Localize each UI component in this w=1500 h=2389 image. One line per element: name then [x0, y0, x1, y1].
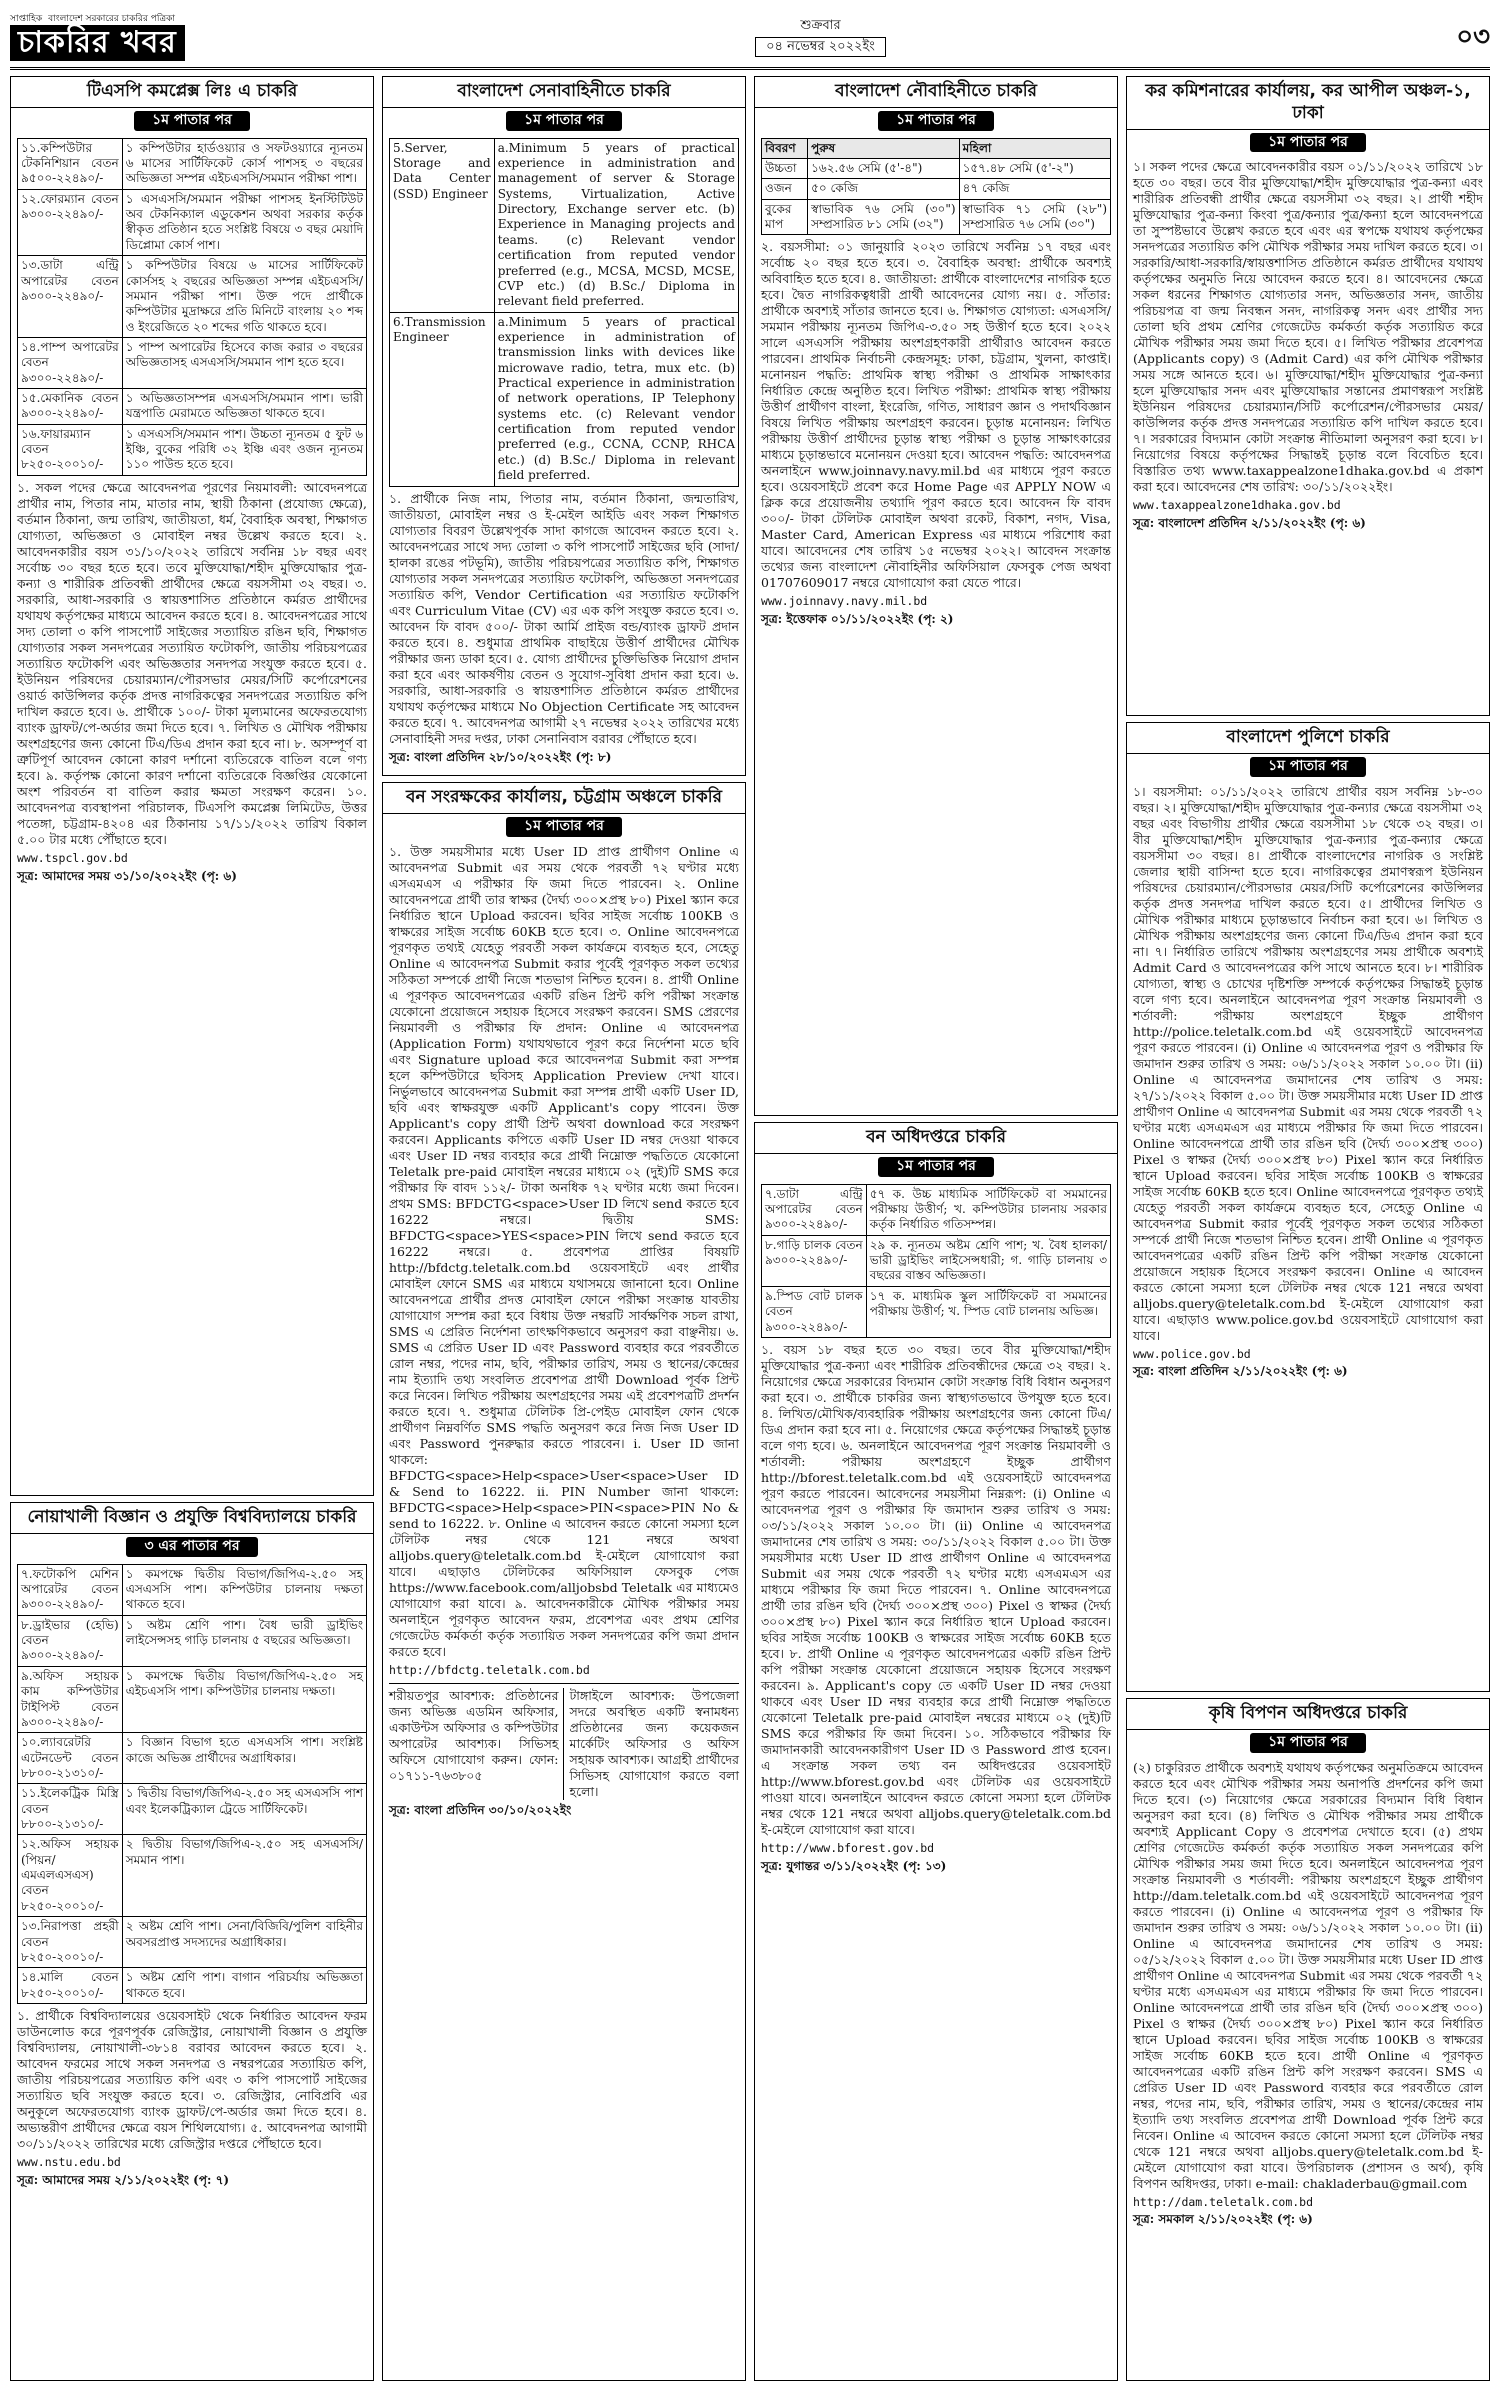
columns	[10, 76, 1490, 2381]
section-title: বাংলাদেশ সেনাবাহিনীতে চাকরি	[383, 77, 745, 108]
qualification-cell: ১ কমপক্ষে দ্বিতীয় বিভাগ/জিপিএ-২.৫০ সহ এইচএসসি পাশ। কম্পিউটার চালনায় দক্ষতা।	[122, 1666, 366, 1732]
section-body	[755, 1180, 1117, 2380]
section-tspl	[10, 76, 374, 1496]
qualification-cell: ১ এসএসসি/সমমান পাশ। উচ্চতা ন্যূনতম ৫ ফুট ৬ ইঞ্চি, বুকের পরিধি ৩২ ইঞ্চি এবং ওজন ন্যূনতম ১১০ পাউন্ড হতে হবে।	[122, 424, 366, 475]
table-row	[18, 1835, 367, 1917]
post-name-cell: ১৫.মেকানিক বেতন ৯৩০০-২২৪৯০/-	[18, 389, 123, 425]
qualification-cell: ১ দ্বিতীয় বিভাগ/জিপিএ-২.৫০ সহ এসএসসি পাশ এবং ইলেকট্রিক্যাল ট্রেডে সার্টিফিকেট।	[122, 1784, 366, 1835]
qualification-cell: ১ এসএসসি/সমমান পরীক্ষা পাশসহ ইনস্টিটিউট অব টেকনিক্যাল এডুকেশন অথবা সরকার কর্তৃক স্বীকৃত প্রতিষ্ঠান হতে সংশ্লিষ্ট বিষয়ে ৩ বছর মেয়াদি ডিপ্লোমা কোর্স পাশ।	[122, 189, 366, 255]
table-header-cell: বিবরণ	[762, 138, 808, 158]
physical-requirements-table	[761, 138, 1111, 236]
website-link[interactable]: www.tspcl.gov.bd	[17, 850, 128, 865]
continued-label: ১ম পাতার পর	[506, 817, 622, 837]
section-body	[11, 134, 373, 1495]
table-row	[762, 199, 1111, 235]
post-name-cell: ১৩.ডাটা এন্ট্রি অপারেটর বেতন ৯৩০০-২২৪৯০/-	[18, 256, 123, 338]
table-row	[18, 1917, 367, 1968]
post-name-cell: ৮.ড্রাইভার (হেভি) বেতন ৯৩০০-২২৪৯০/-	[18, 1615, 123, 1666]
issue-date-text: ০৪ নভেম্বর ২০২২ইং	[755, 37, 886, 58]
source-note: সূত্র: আমাদের সময় ৩১/১০/২০২২ইং (পৃ: ৬)	[17, 868, 237, 883]
continued-label: ১ম পাতার পর	[1250, 133, 1366, 153]
tag-right: বাংলাদেশ সরকারের চাকরির পত্রিকা	[48, 13, 175, 24]
table-row	[18, 256, 367, 338]
section-title: নোয়াখালী বিজ্ঞান ও প্রযুক্তি বিশ্ববিদ্যালয়ে চাকরি	[11, 1503, 373, 1534]
table-cell: বুকের মাপ	[762, 199, 808, 235]
continued-label: ৩ এর পাতার পর	[126, 1537, 257, 1557]
column-1	[10, 76, 374, 2381]
post-name-cell: ১১.ইলেকট্রিক মিস্ত্রি বেতন ৮৮০০-২১৩১০/-	[18, 1784, 123, 1835]
table-header-cell: পুরুষ	[808, 138, 959, 158]
body-text: ২. বয়সসীমা: ০১ জানুয়ারি ২০২৩ তারিখে সর্বনিম্ন ১৭ বছর এবং সর্বোচ্চ ২০ বছর হতে হবে। ৩. বৈবাহিক অবস্থা: প্রার্থীকে অবশ্যই অবিবাহিত হতে হবে। ৪. জাতীয়তা: প্রার্থীকে বাংলাদেশের নাগরিক হতে হবে। দ্বৈত নাগরিকত্বধারী প্রার্থী আবেদনের যোগ্য নয়। ৫. সাঁতার: প্রার্থীকে অবশ্যই সাঁতার জানতে হবে। ৬. শিক্ষাগত যোগ্যতা: এসএসসি/সমমান পরীক্ষায় ন্যূনতম জিপিএ-৩.৫০ সহ উত্তীর্ণ হতে হবে। ২০২২ সালে এসএসসি পরীক্ষায় অংশগ্রহণকারী প্রার্থীরাও আবেদন করতে পারবেন। প্রাথমিক নির্বাচনী কেন্দ্রসমূহ: ঢাকা, চট্টগ্রাম, খুলনা, কাপ্তাই। মনোনয়ন পদ্ধতি: প্রাথমিক স্বাস্থ্য পরীক্ষা ও প্রাথমিক সাক্ষাৎকার নির্ধারিত কেন্দ্রে অনুষ্ঠিত হবে। লিখিত পরীক্ষা: প্রাথমিক স্বাস্থ্য পরীক্ষায় উত্তীর্ণ প্রার্থীগণ বাংলা, ইংরেজি, গণিত, সাধারণ জ্ঞান ও পদার্থবিজ্ঞান বিষয়ে লিখিত পরীক্ষায় অংশগ্রহণ করবেন। চূড়ান্ত মনোনয়ন: লিখিত পরীক্ষায় উত্তীর্ণ প্রার্থীদের চূড়ান্ত স্বাস্থ্য পরীক্ষা ও চূড়ান্ত সাক্ষাৎকারের মাধ্যমে চূড়ান্তভাবে মনোনয়ন দেওয়া হবে। আবেদন পদ্ধতি: আবেদনপত্র অনলাইনে www.joinnavy.navy.mil.bd এর মাধ্যমে পূরণ করতে হবে। ওয়েবসাইটে প্রবেশ করে Home Page এর APPLY NOW এ ক্লিক করে প্রয়োজনীয় তথ্যাদি পূরণ করতে হবে। আবেদন ফি বাবদ ৩০০/- টাকা টেলিটক মোবাইল অথবা রকেট, বিকাশ, নগদ, Visa, Master Card, American Express এর মাধ্যমে পরিশোধ করা যাবে। আবেদনের শেষ তারিখ ১৫ নভেম্বর ২০২২। আবেদন সংক্রান্ত তথ্যের জন্য বাংলাদেশ নৌবাহিনীর অফিসিয়াল ফেসবুক পেজ অথবা 01707609017 নম্বরে যোগাযোগ করা যেতে পারে।	[761, 239, 1111, 591]
section-title: বন সংরক্ষকের কার্যালয়, চট্টগ্রাম অঞ্চলে চাকরি	[383, 783, 745, 814]
body-text: ১. প্রার্থীকে নিজ নাম, পিতার নাম, বর্তমান ঠিকানা, জন্মতারিখ, জাতীয়তা, মোবাইল নম্বর ও ই-মেইল আইডি এবং সকল শিক্ষাগত যোগ্যতার বিবরণ উল্লেখপূর্বক সাদা কাগজে আবেদন করতে হবে। ২. আবেদনপত্রের সাথে সদ্য তোলা ৩ কপি পাসপোর্ট সাইজের ছবি (সাদা/হালকা রঙের পটভূমি), জাতীয় পরিচয়পত্রের সত্যায়িত কপি, শিক্ষাগত যোগ্যতার সকল সনদপত্রের সত্যায়িত ফটোকপি, অভিজ্ঞতা সনদপত্রের সত্যায়িত কপি, Vendor Certification এর সত্যায়িত ফটোকপি এবং Curriculum Vitae (CV) এর এক কপি সংযুক্ত করতে হবে। ৩. আবেদন ফি বাবদ ৫০০/- টাকা আর্মি প্রাইজ বন্ড/ব্যাংক ড্রাফট প্রদান করতে হবে। ৪. শুধুমাত্র প্রাথমিক বাছাইয়ে উত্তীর্ণ প্রার্থীদের মৌখিক পরীক্ষার জন্য ডাকা হবে। ৫. যোগ্য প্রার্থীদের চুক্তিভিত্তিক নিয়োগ প্রদান করা হবে এবং আকর্ষণীয় বেতন ও সুযোগ-সুবিধা প্রদান করা হবে। ৬. সরকারি, আধা-সরকারি ও স্বায়ত্তশাসিত প্রতিষ্ঠানে কর্মরত প্রার্থীদের যথাযথ কর্তৃপক্ষের মাধ্যমে No Objection Certificate সহ আবেদন করতে হবে। ৭. আবেদনপত্র আগামী ২৭ নভেম্বর ২০২২ তারিখের মধ্যে সেনাবাহিনী সদর দপ্তর, ঢাকা সেনানিবাস বরাবর পৌঁছাতে হবে।	[389, 490, 739, 746]
issue-day: শুক্রবার	[800, 17, 841, 33]
qualification-cell: ১ বিজ্ঞান বিভাগ হতে এসএসসি পাশ। সংশ্লিষ্ট কাজে অভিজ্ঞ প্রার্থীদের অগ্রাধিকার।	[122, 1733, 366, 1784]
source-note: সূত্র: বাংলা প্রতিদিন ৩০/১০/২০২২ইং	[389, 1803, 572, 1818]
mini-ad-right: টাঙ্গাইলে আবশ্যক: উপজেলা সদরে অবস্থিত একটি স্বনামধন্য প্রতিষ্ঠানের জন্য কয়েকজন মার্কেটিং অফিসার ও অফিস সহায়ক আবশ্যক। আগ্রহী প্রার্থীদের সিভিসহ যোগাযোগ করতে বলা হলো।	[569, 1688, 739, 1800]
continued-label: ১ম পাতার পর	[878, 1157, 994, 1177]
post-name-cell: ১১.কম্পিউটার টেকনিশিয়ান বেতন ৯৫০০-২২৪৯০/-	[18, 138, 123, 189]
masthead	[10, 8, 1490, 70]
qualification-cell: ১ কমপক্ষে দ্বিতীয় বিভাগ/জিপিএ-২.৫০ সহ এসএসসি পাশ। কম্পিউটার চালনায় দক্ষতা থাকতে হবে।	[122, 1564, 366, 1615]
section-body	[383, 840, 745, 2380]
section-nstu	[10, 1502, 374, 2381]
table-cell: স্বাভাবিক ৭৬ সেমি (৩০") সম্প্রসারিত ৮১ সেমি (৩২")	[808, 199, 959, 235]
post-name-cell: ১৪.মালি বেতন ৮২৫০-২০০১০/-	[18, 1968, 123, 2004]
section-body	[1127, 155, 1489, 715]
section-title: টিএসপি কমপ্লেক্স লিঃ এ চাকরি	[11, 77, 373, 108]
post-name-cell: ১৪.পাম্প অপারেটর বেতন ৯৩০০-২২৪৯০/-	[18, 337, 123, 388]
section-title: বন অধিদপ্তরে চাকরি	[755, 1123, 1117, 1154]
section-forest-dept	[754, 1122, 1118, 2381]
continued-label: ১ম পাতার পর	[1250, 757, 1366, 777]
qualification-cell: ১ অষ্টম শ্রেণি পাশ। বৈধ ভারী ড্রাইভিং লাইসেন্সসহ গাড়ি চালনায় ৫ বছরের অভিজ্ঞতা।	[122, 1615, 366, 1666]
issue-date	[755, 18, 886, 57]
post-name-cell: 5.Server, Storage and Data Center (SSD) Engineer	[390, 138, 495, 312]
table-row	[18, 1666, 367, 1732]
post-name-cell: 6.Transmission Engineer	[390, 312, 495, 486]
post-name-cell: ১৬.ফায়ারম্যান বেতন ৮২৫০-২০০১০/-	[18, 424, 123, 475]
section-title: বাংলাদেশ নৌবাহিনীতে চাকরি	[755, 77, 1117, 108]
table-row	[18, 1784, 367, 1835]
table-row	[18, 337, 367, 388]
table-header-cell: মহিলা	[959, 138, 1110, 158]
column-2	[382, 76, 746, 2381]
source-note: সূত্র: বাংলা প্রতিদিন ২/১১/২০২২ইং (পৃ: ৬)	[1133, 1364, 1348, 1379]
table-row	[18, 389, 367, 425]
table-row	[762, 1235, 1111, 1286]
website-link[interactable]: www.nstu.edu.bd	[17, 2155, 121, 2169]
continued-label: ১ম পাতার পর	[1250, 1733, 1366, 1753]
post-name-cell: ৭.ডাটা এন্ট্রি অপারেটর বেতন ৯৩০০-২২৪৯০/-	[762, 1184, 867, 1235]
table-cell: উচ্চতা	[762, 159, 808, 179]
body-text: ১। সকল পদের ক্ষেত্রে আবেদনকারীর বয়স ০১/১১/২০২২ তারিখে ১৮ হতে ৩০ বছর। তবে বীর মুক্তিযোদ্ধা/শহীদ মুক্তিযোদ্ধার পুত্র-কন্যা এবং শারীরিক প্রতিবন্ধী প্রার্থীর ক্ষেত্রে বয়সসীমা ৩২ বছর। ২। প্রার্থী শহীদ মুক্তিযোদ্ধার পুত্র-কন্যা কিংবা পুত্র/কন্যার পুত্র/কন্যা হলে আবেদনপত্রে তা সুস্পষ্টভাবে উল্লেখ করতে হবে এবং এর স্বপক্ষে যথাযথ কর্তৃপক্ষের সনদপত্রের সত্যায়িত কপি মৌখিক পরীক্ষার সময় দাখিল করতে হবে। ৩। সরকারি/আধা-সরকারি/স্বায়ত্তশাসিত প্রতিষ্ঠানে কর্মরত প্রার্থীদের যথাযথ কর্তৃপক্ষের অনুমতি নিয়ে আবেদন করতে হবে। ৪। আবেদনের ক্ষেত্রে সকল ধরনের শিক্ষাগত যোগ্যতার সনদ, অভিজ্ঞতার সনদ, জাতীয় পরিচয়পত্র বা জন্ম নিবন্ধন সনদ, নাগরিকত্ব সনদ এবং প্রার্থীর সদ্য তোলা ছবি প্রথম শ্রেণির গেজেটেড কর্মকর্তা কর্তৃক সত্যায়িত করে মৌখিক পরীক্ষার সময় জমা দিতে হবে। ৫। লিখিত পরীক্ষার প্রবেশপত্র (Applicants copy) ও (Admit Card) এর কপি মৌখিক পরীক্ষার সময় সঙ্গে আনতে হবে। ৬। মুক্তিযোদ্ধা/শহীদ মুক্তিযোদ্ধার পুত্র-কন্যা হলে মুক্তিযোদ্ধার সনদ এবং মুক্তিযোদ্ধার সন্তানের প্রমাণস্বরূপ সংশ্লিষ্ট ইউনিয়ন পরিষদের চেয়ারম্যান/সিটি কর্পোরেশন/পৌরসভার মেয়র/কাউন্সিলর কর্তৃক প্রদত্ত সনদপত্রের সত্যায়িত কপি দাখিল করতে হবে। ৭। সরকারের বিদ্যমান কোটা সংক্রান্ত নীতিমালা অনুসরণ করা হবে। ৮। নিয়োগের বিষয়ে কর্তৃপক্ষের সিদ্ধান্তই চূড়ান্ত বলে বিবেচিত হবে। বিস্তারিত তথ্য www.taxappealzone1dhaka.gov.bd এ প্রকাশ করা হবে। আবেদনের শেষ তারিখ: ৩০/১১/২০২২ইং।	[1133, 159, 1483, 495]
mini-ads	[389, 1683, 739, 1803]
table-row	[18, 1564, 367, 1615]
table-cell: ওজন	[762, 179, 808, 199]
table-cell: ৪৭ কেজি	[959, 179, 1110, 199]
continued-label: ১ম পাতার পর	[506, 111, 622, 131]
post-name-cell: ৯.অফিস সহায়ক কাম কম্পিউটার টাইপিস্ট বেতন ৯৩০০-২২৪৯০/-	[18, 1666, 123, 1732]
qualification-cell: a.Minimum 5 years of practical experience in administration of transmission links with devices like microwave radio, tetra, mux etc. (b) Practical experience in administration of network operations, IP Telephony systems etc. (c) Relevant vendor certification from reputed vendor preferred (e.g., CCNA, CCNP, RHCA etc.) (d) B.Sc./ Diploma in relevant field preferred.	[494, 312, 738, 486]
body-text: ১. বয়স ১৮ বছর হতে ৩০ বছর। তবে বীর মুক্তিযোদ্ধা/শহীদ মুক্তিযোদ্ধার পুত্র-কন্যা এবং শারীরিক প্রতিবন্ধীদের ক্ষেত্রে ৩২ বছর। ২. নিয়োগের ক্ষেত্রে সরকারের বিদ্যমান কোটা সংক্রান্ত বিধি বিধান অনুসরণ করা হবে। ৩. প্রার্থীকে চাকরির জন্য স্বাস্থ্যগতভাবে উপযুক্ত হতে হবে। ৪. লিখিত/মৌখিক/ব্যবহারিক পরীক্ষায় অংশগ্রহণের জন্য কোনো টিএ/ডিএ প্রদান করা হবে না। ৫. নিয়োগের ক্ষেত্রে কর্তৃপক্ষের সিদ্ধান্তই চূড়ান্ত বলে গণ্য হবে। ৬. অনলাইনে আবেদনপত্র পূরণ সংক্রান্ত নিয়মাবলী ও শর্তাবলী: পরীক্ষায় অংশগ্রহণে ইচ্ছুক প্রার্থীগণ http://bforest.teletalk.com.bd এই ওয়েবসাইটে আবেদনপত্র পূরণ করতে পারবেন। আবেদনের সময়সীমা নিম্নরূপ: (i) Online এ আবেদনপত্র পূরণ ও পরীক্ষার ফি জমাদান শুরুর তারিখ ও সময়: ০৩/১১/২০২২ সকাল ১০.০০ টা। (ii) Online এ আবেদনপত্র জমাদানের শেষ তারিখ ও সময়: ৩০/১১/২০২২ বিকাল ৫.০০ টা। উক্ত সময়সীমার মধ্যে User ID প্রাপ্ত প্রার্থীগণ Online এ আবেদনপত্র Submit এর সময় থেকে পরবর্তী ৭২ ঘণ্টার মধ্যে এসএমএস এর মাধ্যমে পরীক্ষার ফি জমা দিতে পারবেন। ৭. Online আবেদনপত্রে প্রার্থী তার রঙিন ছবি (দৈর্ঘ্য ৩০০×প্রস্থ ৩০০) Pixel ও স্বাক্ষর (দৈর্ঘ্য ৩০০×প্রস্থ ৮০) Pixel স্ক্যান করে নির্ধারিত স্থানে Upload করবেন। ছবির সাইজ সর্বোচ্চ 100KB ও স্বাক্ষরের সাইজ সর্বোচ্চ 60KB হতে হবে। ৮. প্রার্থী Online এ পূরণকৃত আবেদনপত্রের একটি রঙিন প্রিন্ট কপি পরীক্ষা সংক্রান্ত যেকোনো প্রয়োজনে সহায়ক হিসেবে সংরক্ষণ করবেন। ৯. Applicant's copy তে একটি User ID নম্বর দেওয়া থাকবে এবং User ID নম্বর ব্যবহার করে প্রার্থী নিম্নোক্ত পদ্ধতিতে যেকোনো Teletalk pre-paid মোবাইল নম্বরের মাধ্যমে ০২ (দুই)টি SMS করে পরীক্ষার ফি জমা দিবেন। ১০. সঠিকভাবে পরীক্ষার ফি জমাদানকারী আবেদনকারীগণ User ID ও Password প্রাপ্ত হবেন। এ সংক্রান্ত সকল তথ্য বন অধিদপ্তরের ওয়েবসাইট http://www.bforest.gov.bd এবং টেলিটক এর ওয়েবসাইটে পাওয়া যাবে। অনলাইনে আবেদন করতে কোনো সমস্যা হলে টেলিটক নম্বর থেকে 121 নম্বরে অথবা alljobs.query@teletalk.com.bd ই-মেইলে যোগাযোগ করা যাবে।	[761, 1341, 1111, 1837]
source-note: সূত্র: সমকাল ২/১১/২০২২ইং (পৃ: ৬)	[1133, 2212, 1313, 2227]
posts-table	[389, 138, 739, 487]
section-title: বাংলাদেশ পুলিশে চাকরি	[1127, 723, 1489, 754]
posts-table	[17, 1564, 367, 2004]
post-name-cell: ১৩.নিরাপত্তা প্রহরী বেতন ৮২৫০-২০০১০/-	[18, 1917, 123, 1968]
qualification-cell: ৫৭ ক. উচ্চ মাধ্যমিক সার্টিফিকেট বা সমমানের পরীক্ষায় উত্তীর্ণ; খ. কম্পিউটার চালনায় সরকার কর্তৃক নির্ধারিত গতিসম্পন্ন।	[866, 1184, 1110, 1235]
source-note: সূত্র: বাংলাদেশ প্রতিদিন ২/১১/২০২২ইং (পৃ: ৬)	[1133, 516, 1366, 531]
website-link[interactable]: http://www.bforest.gov.bd	[761, 1840, 935, 1855]
body-text: ১। বয়সসীমা: ০১/১১/২০২২ তারিখে প্রার্থীর বয়স সর্বনিম্ন ১৮-৩০ বছর। ২। মুক্তিযোদ্ধা/শহীদ মুক্তিযোদ্ধার পুত্র-কন্যার ক্ষেত্রে বয়সসীমা ৩২ বছর এবং বিভাগীয় প্রার্থীর ক্ষেত্রে বয়সসীমা ১৮ থেকে ৩২ বছর। ৩। বীর মুক্তিযোদ্ধা/শহীদ মুক্তিযোদ্ধার পুত্র-কন্যার পুত্র-কন্যার ক্ষেত্রে বয়সসীমা ৩০ বছর। ৪। প্রার্থীকে বাংলাদেশের নাগরিক ও সংশ্লিষ্ট জেলার স্থায়ী বাসিন্দা হতে হবে। নাগরিকত্বের প্রমাণস্বরূপ ইউনিয়ন পরিষদের চেয়ারম্যান/পৌরসভার মেয়র/সিটি কর্পোরেশনের কাউন্সিলর কর্তৃক প্রদত্ত সনদপত্র দাখিল করতে হবে। ৫। প্রার্থীদের লিখিত ও মৌখিক পরীক্ষার মাধ্যমে চূড়ান্তভাবে নির্বাচন করা হবে। ৬। লিখিত ও মৌখিক পরীক্ষায় অংশগ্রহণের জন্য কোনো টিএ/ডিএ প্রদান করা হবে না। ৭। নির্ধারিত তারিখে পরীক্ষায় অংশগ্রহণের সময় প্রার্থীকে অবশ্যই Admit Card ও আবেদনপত্রের কপি সাথে আনতে হবে। ৮। শারীরিক যোগ্যতা, স্বাস্থ্য ও চোখের দৃষ্টিশক্তি সম্পর্কে কর্তৃপক্ষের সিদ্ধান্তই চূড়ান্ত বলে গণ্য হবে। অনলাইনে আবেদনপত্র পূরণ সংক্রান্ত নিয়মাবলী ও শর্তাবলী: পরীক্ষায় অংশগ্রহণে ইচ্ছুক প্রার্থীগণ http://police.teletalk.com.bd এই ওয়েবসাইটে আবেদনপত্র পূরণ করতে পারবেন। (i) Online এ আবেদনপত্র পূরণ ও পরীক্ষার ফি জমাদান শুরুর তারিখ ও সময়: ০৬/১১/২০২২ সকাল ১০.০০ টা। (ii) Online এ আবেদনপত্র জমাদানের শেষ তারিখ ও সময়: ২৭/১১/২০২২ বিকাল ৫.০০ টা। উক্ত সময়সীমার মধ্যে User ID প্রাপ্ত প্রার্থীগণ Online এ আবেদনপত্র Submit এর সময় থেকে পরবর্তী ৭২ ঘণ্টার মধ্যে এসএমএস এর মাধ্যমে পরীক্ষার ফি জমা দিতে পারবেন। Online আবেদনপত্রে প্রার্থী তার রঙিন ছবি (দৈর্ঘ্য ৩০০×প্রস্থ ৩০০) Pixel ও স্বাক্ষর (দৈর্ঘ্য ৩০০×প্রস্থ ৮০) Pixel স্ক্যান করে নির্ধারিত স্থানে Upload করবেন। ছবির সাইজ সর্বোচ্চ 100KB ও স্বাক্ষরের সাইজ সর্বোচ্চ 60KB হতে হবে। Online আবেদনপত্রে পূরণকৃত তথ্যই যেহেতু পরবর্তী সকল কার্যক্রমে ব্যবহৃত হবে, সেহেতু Online এ আবেদনপত্র Submit করার পূর্বেই পূরণকৃত সকল তথ্যের সঠিকতা সম্পর্কে প্রার্থী নিজে শতভাগ নিশ্চিত হবেন। প্রার্থী Online এ পূরণকৃত আবেদনপত্রের একটি রঙিন প্রিন্ট কপি পরীক্ষা সংক্রান্ত যেকোনো প্রয়োজনে সহায়ক হিসেবে সংরক্ষণ করবেন। Online এ আবেদন করতে কোনো সমস্যা হলে টেলিটক নম্বর থেকে 121 নম্বরে অথবা alljobs.query@teletalk.com.bd ই-মেইলে যোগাযোগ করা যাবে। এছাড়াও www.police.gov.bd ওয়েবসাইটে যোগাযোগ করা যাবে।	[1133, 783, 1483, 1343]
qualification-cell: ২ অষ্টম শ্রেণি পাশ। সেনা/বিজিবি/পুলিশ বাহিনীর অবসরপ্রাপ্ত সদস্যদের অগ্রাধিকার।	[122, 1917, 366, 1968]
continued-label: ১ম পাতার পর	[134, 111, 250, 131]
website-link[interactable]: http://dam.teletalk.com.bd	[1133, 2194, 1314, 2209]
section-title: কর কমিশনারের কার্যালয়, কর আপীল অঞ্চল-১, ঢাকা	[1127, 77, 1489, 130]
table-row	[390, 312, 739, 486]
table-row	[18, 424, 367, 475]
section-dam	[1126, 1698, 1490, 2381]
qualification-cell: ১ কম্পিউটার বিষয়ে ৬ মাসের সার্টিফিকেট কোর্সসহ ২ বছরের অভিজ্ঞতা সম্পন্ন এইচএসসি/সমমান পরীক্ষা পাশ। উক্ত পদে প্রার্থীকে কম্পিউটার মুদ্রাক্ষরে প্রতি মিনিটে বাংলায় ২০ শব্দ ও ইংরেজিতে ২০ শব্দের গতি থাকতে হবে।	[122, 256, 366, 338]
table-row	[762, 179, 1111, 199]
page-number: ০৩	[1456, 21, 1490, 52]
table-row	[18, 1615, 367, 1666]
source-note: সূত্র: বাংলা প্রতিদিন ২৮/১০/২০২২ইং (পৃ: ৮)	[389, 749, 612, 764]
website-link[interactable]: www.police.gov.bd	[1133, 1346, 1251, 1361]
section-body	[383, 134, 745, 775]
table-row	[18, 1968, 367, 2004]
post-name-cell: ৭.ফটোকপি মেশিন অপারেটর বেতন ৯৩০০-২২৪৯০/-	[18, 1564, 123, 1615]
body-text: ১. উক্ত সময়সীমার মধ্যে User ID প্রাপ্ত প্রার্থীগণ Online এ আবেদনপত্র Submit এর সময় থেকে পরবর্তী ৭২ ঘণ্টার মধ্যে এসএমএস এ পরীক্ষার ফি জমা দিতে পারবেন। ২. Online আবেদনপত্রে প্রার্থী তার স্বাক্ষর (দৈর্ঘ্য ৩০০×প্রস্থ ৮০) Pixel স্ক্যান করে নির্ধারিত স্থানে Upload করবেন। ছবির সাইজ সর্বোচ্চ 100KB ও স্বাক্ষরের সাইজ সর্বোচ্চ 60KB হতে হবে। ৩. Online আবেদনপত্রে পূরণকৃত তথ্যই যেহেতু পরবর্তী সকল কার্যক্রমে ব্যবহৃত হবে, সেহেতু Online এ আবেদনপত্র Submit করার পূর্বেই পূরণকৃত সকল তথ্যের সঠিকতা সম্পর্কে প্রার্থী নিজে শতভাগ নিশ্চিত হবেন। ৪. প্রার্থী Online এ পূরণকৃত আবেদনপত্রের একটি রঙিন প্রিন্ট কপি পরীক্ষা সংক্রান্ত যেকোনো প্রয়োজনে সহায়ক হিসেবে সংরক্ষণ করবেন। SMS প্রেরণের নিয়মাবলী ও পরীক্ষার ফি প্রদান: Online এ আবেদনপত্র (Application Form) যথাযথভাবে পূরণ করে নির্দেশনা মতে ছবি এবং Signature upload করে আবেদনপত্র Submit করা সম্পন্ন হলে কম্পিউটারে ছবিসহ Application Preview দেখা যাবে। নির্ভুলভাবে আবেদনপত্র Submit করা সম্পন্ন প্রার্থী একটি User ID, ছবি এবং স্বাক্ষরযুক্ত একটি Applicant's copy পাবেন। উক্ত Applicant's copy প্রার্থী প্রিন্ট অথবা download করে সংরক্ষণ করবেন। Applicants কপিতে একটি User ID নম্বর দেওয়া থাকবে এবং User ID নম্বর ব্যবহার করে প্রার্থী নিম্নোক্ত পদ্ধতিতে যেকোনো Teletalk pre-paid মোবাইল নম্বরের মাধ্যমে ০২ (দুই)টি SMS করে পরীক্ষার ফি বাবদ ১১২/- টাকা অনধিক ৭২ ঘণ্টার মধ্যে জমা দিবেন। প্রথম SMS: BFDCTG<space>User ID লিখে send করতে হবে 16222 নম্বরে। দ্বিতীয় SMS: BFDCTG<space>YES<space>PIN লিখে send করতে হবে 16222 নম্বরে। ৫. প্রবেশপত্র প্রাপ্তির বিষয়টি http://bfdctg.teletalk.com.bd ওয়েবসাইটে এবং প্রার্থীর মোবাইল ফোনে SMS এর মাধ্যমে যথাসময়ে জানানো হবে। Online আবেদনপত্রে প্রার্থীর প্রদত্ত মোবাইল ফোনে পরীক্ষা সংক্রান্ত যাবতীয় যোগাযোগ সম্পন্ন করা হবে বিধায় উক্ত নম্বরটি সার্বক্ষণিক সচল রাখা, SMS এ প্রেরিত নির্দেশনা তাৎক্ষণিকভাবে অনুসরণ করা বাঞ্ছনীয়। ৬. SMS এ প্রেরিত User ID এবং Password ব্যবহার করে পরবর্তীতে রোল নম্বর, পদের নাম, ছবি, পরীক্ষার তারিখ, সময় ও স্থানের/কেন্দ্রের নাম ইত্যাদি তথ্য সংবলিত প্রবেশপত্র প্রার্থী Download পূর্বক প্রিন্ট করে নিবেন। লিখিত পরীক্ষায় অংশগ্রহণের সময় এই প্রবেশপত্রটি প্রদর্শন করতে হবে। ৭. শুধুমাত্র টেলিটক প্রি-পেইড মোবাইল ফোন থেকে প্রার্থীগণ নিম্নবর্ণিত SMS পদ্ধতি অনুসরণ করে নিজ নিজ User ID এবং Password পুনরুদ্ধার করতে পারবেন। i. User ID জানা থাকলে: BFDCTG<space>Help<space>User<space>User ID & Send to 16222. ii. PIN Number জানা থাকলে: BFDCTG<space>Help<space>PIN<space>PIN No & send to 16222. ৮. Online এ আবেদন করতে কোনো সমস্যা হলে টেলিটক নম্বর থেকে 121 নম্বরে অথবা alljobs.query@teletalk.com.bd ই-মেইলে যোগাযোগ করা যাবে। এছাড়াও টেলিটকের অফিসিয়াল ফেসবুক পেজ https://www.facebook.com/alljobsbd Teletalk এর মাধ্যমেও যোগাযোগ করা যাবে। ৯. আবেদনকারীকে মৌখিক পরীক্ষার সময় অনলাইনে পূরণকৃত আবেদন ফরম, প্রবেশপত্র এবং প্রথম শ্রেণির গেজেটেড কর্মকর্তা কর্তৃক সত্যায়িত সকল সনদপত্রের কপি জমা প্রদান করতে হবে।	[389, 843, 739, 1659]
table-cell: ৫০ কেজি	[808, 179, 959, 199]
section-forest-ctg	[382, 782, 746, 2381]
qualification-cell: ১৭ ক. মাধ্যমিক স্কুল সার্টিফিকেট বা সমমানের পরীক্ষায় উত্তীর্ণ; খ. স্পিড বোট চালনায় অভিজ্ঞ।	[866, 1286, 1110, 1337]
website-link[interactable]: www.taxappealzone1dhaka.gov.bd	[1133, 498, 1341, 513]
table-row	[762, 1184, 1111, 1235]
qualification-cell: ১ অষ্টম শ্রেণি পাশ। বাগান পরিচর্যায় অভিজ্ঞতা থাকতে হবে।	[122, 1968, 366, 2004]
post-name-cell: ১২.ফোরম্যান বেতন ৯৩০০-২২৪৯০/-	[18, 189, 123, 255]
logo: চাকরির খবর	[10, 25, 185, 61]
body-text: ১. সকল পদের ক্ষেত্রে আবেদনপত্র পূরণের নিয়মাবলী: আবেদনপত্রে প্রার্থীর নাম, পিতার নাম, মাতার নাম, স্থায়ী ঠিকানা (প্রযোজ্য ক্ষেত্রে), বর্তমান ঠিকানা, জন্ম তারিখ, জাতীয়তা, ধর্ম, বৈবাহিক অবস্থা, শিক্ষাগত যোগ্যতা, অভিজ্ঞতা ও মোবাইল নম্বর উল্লেখ করতে হবে। ২. আবেদনকারীর বয়স ৩১/১০/২০২২ তারিখে সর্বনিম্ন ১৮ বছর এবং সর্বোচ্চ ৩০ বছর হতে হবে। তবে মুক্তিযোদ্ধা/শহীদ মুক্তিযোদ্ধার পুত্র-কন্যা ও শারীরিক প্রতিবন্ধী প্রার্থীদের ক্ষেত্রে বয়সসীমা ৩২ বছর। ৩. সরকারি, আধা-সরকারি ও স্বায়ত্তশাসিত প্রতিষ্ঠানে কর্মরত প্রার্থীদের যথাযথ কর্তৃপক্ষের মাধ্যমে আবেদন করতে হবে। ৪. আবেদনপত্রের সাথে সদ্য তোলা ৩ কপি পাসপোর্ট সাইজের সত্যায়িত রঙিন ছবি, শিক্ষাগত যোগ্যতার সকল সনদপত্রের সত্যায়িত ফটোকপি, জাতীয় পরিচয়পত্রের সত্যায়িত ফটোকপি এবং অভিজ্ঞতার সনদপত্র সংযুক্ত করতে হবে। ৫. ইউনিয়ন পরিষদের চেয়ারম্যান/পৌরসভার মেয়র/সিটি কর্পোরেশনের ওয়ার্ড কাউন্সিলর কর্তৃক প্রদত্ত নাগরিকত্বের সনদপত্রের সত্যায়িত কপি দাখিল করতে হবে। ৬. প্রার্থীকে ১০০/- টাকা মূল্যমানের অফেরতযোগ্য ব্যাংক ড্রাফট/পে-অর্ডার জমা দিতে হবে। ৭. লিখিত ও মৌখিক পরীক্ষায় অংশগ্রহণের জন্য কোনো টিএ/ডিএ প্রদান করা হবে না। ৮. অসম্পূর্ণ বা ত্রুটিপূর্ণ আবেদন কোনো কারণ দর্শানো ব্যতিরেকে বাতিল বলে গণ্য হবে। ৯. কর্তৃপক্ষ কোনো কারণ দর্শানো ব্যতিরেকে বিজ্ঞপ্তির যেকোনো অংশ পরিবর্তন বা বাতিল করার ক্ষমতা সংরক্ষণ করেন। ১০. আবেদনপত্র ব্যবস্থাপনা পরিচালক, টিএসপি কমপ্লেক্স লিমিটেড, উত্তর পতেঙ্গা, চট্টগ্রাম-৪২০৪ এর ঠিকানায় ১৭/১১/২০২২ তারিখ বিকাল ৫.০০ টার মধ্যে পৌঁছাতে হবে।	[17, 479, 367, 847]
section-body	[1127, 1756, 1489, 2380]
website-link[interactable]: www.joinnavy.navy.mil.bd	[761, 594, 928, 609]
mini-ad-left: শরীয়তপুর আবশ্যক: প্রতিষ্ঠানের জন্য অভিজ্ঞ এডমিন অফিসার, একাউন্টস অফিসার ও কম্পিউটার অপারেটর আবশ্যক। সিভিসহ অফিসে যোগাযোগ করুন। ফোন: ০১৭১১-৭৬৩৮০৫	[389, 1688, 564, 1800]
qualification-cell: ২ দ্বিতীয় বিভাগ/জিপিএ-২.৫০ সহ এসএসসি/সমমান পাশ।	[122, 1835, 366, 1917]
post-name-cell: ৮.গাড়ি চালক বেতন ৯৩০০-২২৪৯০/-	[762, 1235, 867, 1286]
post-name-cell: ১০.ল্যাবরেটরি এটেনডেন্ট বেতন ৮৮০০-২১৩১০/-	[18, 1733, 123, 1784]
section-body	[11, 1560, 373, 2380]
body-text: ১. প্রার্থীকে বিশ্ববিদ্যালয়ের ওয়েবসাইট থেকে নির্ধারিত আবেদন ফরম ডাউনলোড করে পূরণপূর্বক রেজিস্ট্রার, নোয়াখালী বিজ্ঞান ও প্রযুক্তি বিশ্ববিদ্যালয়, নোয়াখালী-৩৮১৪ বরাবর আবেদন করতে হবে। ২. আবেদন ফরমের সাথে সকল সনদপত্র ও নম্বরপত্রের সত্যায়িত কপি, জাতীয় পরিচয়পত্রের সত্যায়িত কপি এবং ৩ কপি পাসপোর্ট সাইজের সত্যায়িত ছবি সংযুক্ত করতে হবে। ৩. রেজিস্ট্রার, নোবিপ্রবি এর অনুকূলে অফেরতযোগ্য ব্যাংক ড্রাফট/পে-অর্ডার জমা দিতে হবে। ৪. অভ্যন্তরীণ প্রার্থীদের ক্ষেত্রে বয়স শিথিলযোগ্য। ৫. আবেদনপত্র আগামী ৩০/১১/২০২২ তারিখের মধ্যে রেজিস্ট্রার দপ্তরে পৌঁছাতে হবে।	[17, 2008, 367, 2151]
table-cell: ১৬২.৫৬ সেমি (৫'-৪")	[808, 159, 959, 179]
qualification-cell: ১ কম্পিউটার হার্ডওয়্যার ও সফটওয়্যারে ন্যূনতম ৬ মাসের সার্টিফিকেট কোর্স পাশসহ ৩ বছরের অভিজ্ঞতা সম্পন্ন এইচএসসি/সমমান পরীক্ষা পাশ।	[122, 138, 366, 189]
source-note: সূত্র: যুগান্তর ৩/১১/২০২২ইং (পৃ: ১৩)	[761, 1858, 947, 1873]
qualification-cell: ১ পাম্প অপারেটর হিসেবে কাজ করার ৩ বছরের অভিজ্ঞতাসহ এসএসসি/সমমান পাশ হতে হবে।	[122, 337, 366, 388]
table-row	[762, 159, 1111, 179]
section-police	[1126, 722, 1490, 1692]
table-row	[18, 138, 367, 189]
qualification-cell: ২৯ ক. ন্যূনতম অষ্টম শ্রেণি পাশ; খ. বৈধ হালকা/ভারী ড্রাইভিং লাইসেন্সধারী; গ. গাড়ি চালনায় ৩ বছরের বাস্তব অভিজ্ঞতা।	[866, 1235, 1110, 1286]
tag-left: সাপ্তাহিক	[10, 13, 43, 24]
column-3	[754, 76, 1118, 2381]
table-row	[390, 138, 739, 312]
section-body	[755, 134, 1117, 1115]
post-name-cell: ১২.অফিস সহায়ক (পিয়ন/ এমএলএসএস) বেতন ৮২৫০-২০০১০/-	[18, 1835, 123, 1917]
source-note: সূত্র: আমাদের সময় ২/১১/২০২২ইং (পৃ: ৭)	[17, 2172, 230, 2187]
column-4	[1126, 76, 1490, 2381]
posts-table	[17, 138, 367, 476]
qualification-cell: a.Minimum 5 years of practical experience in administration and management of server & Storage Systems, Virtualization, Active Directory, Exchange server etc. (b) Experience in Managing projects and teams. (c) Relevant vendor certification from reputed vendor preferred (e.g., MCSA, MCSD, MCSE, CVP etc.) (d) B.Sc./ Diploma in relevant field preferred.	[494, 138, 738, 312]
continued-label: ১ম পাতার পর	[878, 111, 994, 131]
section-army	[382, 76, 746, 776]
table-cell: ১৫৭.৪৮ সেমি (৫'-২")	[959, 159, 1110, 179]
section-body	[1127, 780, 1489, 1691]
section-title: কৃষি বিপণন অধিদপ্তরে চাকরি	[1127, 1699, 1489, 1730]
table-row	[762, 1286, 1111, 1337]
section-tax	[1126, 76, 1490, 716]
table-row	[18, 1733, 367, 1784]
body-text: (২) চাকুরিরত প্রার্থীকে অবশ্যই যথাযথ কর্তৃপক্ষের অনুমতিক্রমে আবেদন করতে হবে এবং মৌখিক পরীক্ষার সময় অনাপত্তি প্রদর্শনের কপি জমা দিতে হবে। (৩) নিয়োগের ক্ষেত্রে সরকারের বিদ্যমান বিধি বিধান অনুসরণ করা হবে। (৪) লিখিত ও মৌখিক পরীক্ষার সময় প্রার্থীকে অবশ্যই Applicant Copy ও প্রবেশপত্র দেখাতে হবে। (৫) প্রথম শ্রেণির গেজেটেড কর্মকর্তা কর্তৃক সত্যায়িত সকল সনদপত্রের কপি মৌখিক পরীক্ষার সময় জমা দিতে হবে। অনলাইনে আবেদনপত্র পূরণ সংক্রান্ত নিয়মাবলী ও শর্তাবলী: পরীক্ষায় অংশগ্রহণে ইচ্ছুক প্রার্থীগণ http://dam.teletalk.com.bd এই ওয়েবসাইটে আবেদনপত্র পূরণ করতে পারবেন। (i) Online এ আবেদনপত্র পূরণ ও পরীক্ষার ফি জমাদান শুরুর তারিখ ও সময়: ০৬/১১/২০২২ সকাল ১০.০০ টা। (ii) Online এ আবেদনপত্র জমাদানের শেষ তারিখ ও সময়: ০৫/১২/২০২২ বিকাল ৫.০০ টা। উক্ত সময়সীমার মধ্যে User ID প্রাপ্ত প্রার্থীগণ Online এ আবেদনপত্র Submit এর সময় থেকে পরবর্তী ৭২ ঘণ্টার মধ্যে এসএমএস এর মাধ্যমে পরীক্ষার ফি জমা দিতে পারবেন। Online আবেদনপত্রে প্রার্থী তার রঙিন ছবি (দৈর্ঘ্য ৩০০×প্রস্থ ৩০০) Pixel ও স্বাক্ষর (দৈর্ঘ্য ৩০০×প্রস্থ ৮০) Pixel স্ক্যান করে নির্ধারিত স্থানে Upload করবেন। ছবির সাইজ সর্বোচ্চ 100KB ও স্বাক্ষরের সাইজ সর্বোচ্চ 60KB হতে হবে। প্রার্থী Online এ পূরণকৃত আবেদনপত্রের একটি রঙিন প্রিন্ট কপি সংরক্ষণ করবেন। SMS এ প্রেরিত User ID এবং Password ব্যবহার করে পরবর্তীতে রোল নম্বর, পদের নাম, ছবি, পরীক্ষার তারিখ, সময় ও স্থানের/কেন্দ্রের নাম ইত্যাদি তথ্য সংবলিত প্রবেশপত্র প্রার্থী Download পূর্বক প্রিন্ট করে নিবেন। Online এ আবেদন করতে কোনো সমস্যা হলে টেলিটক নম্বর থেকে 121 নম্বরে অথবা alljobs.query@teletalk.com.bd ই-মেইলে যোগাযোগ করা যাবে। উপরিচালক (প্রশাসন ও অর্থ), কৃষি বিপণন অধিদপ্তর, ঢাকা। e-mail: chakladerbau@gmail.com	[1133, 1759, 1483, 2191]
source-note: সূত্র: ইত্তেফাক ০১/১১/২০২২ইং (পৃ: ২)	[761, 612, 954, 627]
post-name-cell: ৯.স্পিড বোট চালক বেতন ৯৩০০-২২৪৯০/-	[762, 1286, 867, 1337]
table-cell: স্বাভাবিক ৭১ সেমি (২৮") সম্প্রসারিত ৭৬ সেমি (৩০")	[959, 199, 1110, 235]
logo-block	[10, 14, 185, 62]
website-link[interactable]: http://bfdctg.teletalk.com.bd	[389, 1662, 590, 1677]
posts-table	[761, 1184, 1111, 1338]
section-navy	[754, 76, 1118, 1116]
logo-tagline	[10, 14, 175, 26]
qualification-cell: ১ অভিজ্ঞতাসম্পন্ন এসএসসি/সমমান পাশ। ভারী যন্ত্রপাতি মেরামতে অভিজ্ঞতা থাকতে হবে।	[122, 389, 366, 425]
table-row	[18, 189, 367, 255]
